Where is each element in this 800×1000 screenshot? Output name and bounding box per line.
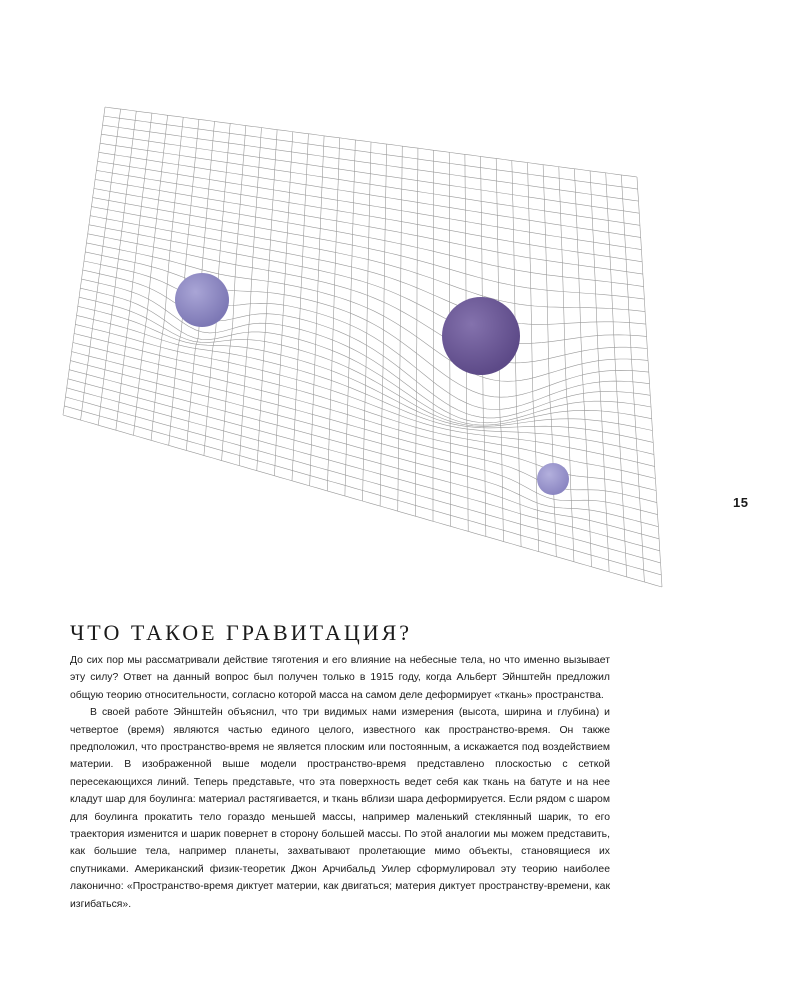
large-planet-sphere xyxy=(442,297,520,375)
grid-line xyxy=(66,397,661,563)
grid-line xyxy=(310,136,325,486)
grid-line xyxy=(363,142,372,501)
grid-line xyxy=(239,128,261,466)
grid-line xyxy=(345,140,356,496)
grid-line xyxy=(327,138,339,491)
grid-line xyxy=(78,306,653,442)
grid-line xyxy=(67,388,660,551)
article-paragraph: До сих пор мы рассматривали действие тяготения и его влияние на небесные тела, но что именно вызывает эту силу? Ответ на данный вопрос был получен только в 1915 году, когда Альберт Эйнштейн предложил общую теорию относительности, согласно которой масса на самом деле деформирует «ткань» пространства. xyxy=(70,655,610,701)
grid-line xyxy=(274,132,292,476)
spacetime-grid-illustration xyxy=(55,95,695,595)
grid-line xyxy=(257,130,277,471)
grid-line xyxy=(415,148,418,516)
grid-line xyxy=(134,115,168,435)
grid-line xyxy=(68,379,659,539)
small-planet-sphere xyxy=(175,273,229,327)
grid-line xyxy=(79,297,652,430)
section-title: ЧТО ТАКОЕ ГРАВИТАЦИЯ? xyxy=(70,620,413,645)
grid-line xyxy=(63,415,662,587)
grid-line xyxy=(637,177,662,587)
grid-line xyxy=(116,113,152,430)
grid-line xyxy=(398,146,403,511)
grid-line xyxy=(151,117,183,440)
article-paragraph: В своей работе Эйнштейн объяснил, что три видимых нами измерения (высота, ширина и глубина) и четвертое (время) являются частью единого целого, известного как пространство-время. Он также предположил, что пространство-время не является плоским или постоянным, а искажается под воздействием материи. В изображенной выше модели пространство-время представлено плоскостью с сеткой пересекающихся линий. Теперь представьте, что эта поверхность ведет себя как ткань на батуте и на нее кладут шар для боулинга: материал растягивается, и ткань вблизи шара деформируется. Если рядом с шаром для боулинга прокатить тело гораздо меньшей массы, например маленький стеклянный шарик, то его траектория изменится и шарик повернет в сторону большей массы. По этой аналогии мы можем представить, как большие тела, например планеты, захватывают пролетающие мимо объекты, становящиеся их спутниками. Американский физик-теоретик Джон Арчибальд Уилер сформулировал эту теорию наиболее лаконично: «Пространство-время диктует материи, как двигаться; материя диктует пространству-времени, как изгибаться». xyxy=(70,707,610,910)
spacetime-grid xyxy=(63,107,662,587)
article-body xyxy=(70,652,610,913)
tiny-planet-sphere xyxy=(537,463,569,495)
grid-line xyxy=(380,144,387,506)
grid-line xyxy=(433,150,434,521)
grid-line xyxy=(64,406,661,575)
page-number: 15 xyxy=(733,495,749,510)
